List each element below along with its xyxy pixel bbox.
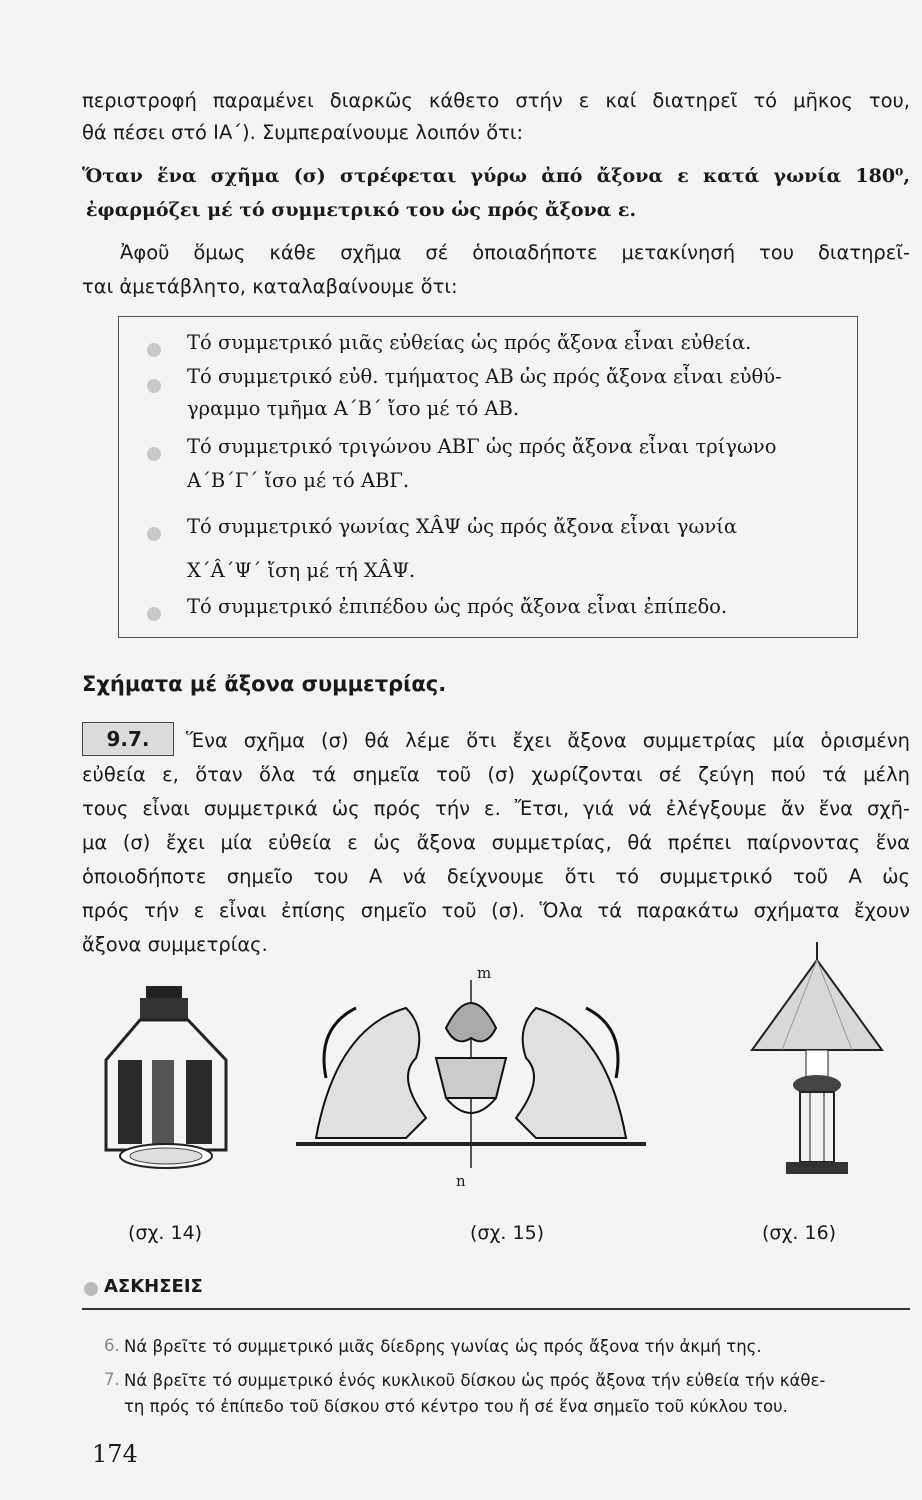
section-heading: Σχήματα μέ ἄξονα συμμετρίας. bbox=[82, 672, 447, 696]
property-line: Τό συμμετρικό ἐπιπέδου ὡς πρός ἄξονα εἶναι ἐπίπεδο. bbox=[187, 595, 728, 618]
caption-fig-16: (σχ. 16) bbox=[762, 1222, 837, 1244]
exercise-text: Νά βρεῖτε τό συμμετρικό ἑνός κυκλικοῦ δίσκου ὡς πρός ἄξονα τήν εὐθεία τήν κάθε- bbox=[124, 1371, 826, 1390]
exercise-text: Νά βρεῖτε τό συμμετρικό μιᾶς δίεδρης γωνίας ὡς πρός ἄξονα τήν ἀκμή της. bbox=[124, 1337, 762, 1356]
intro-line-2: θά πέσει στό ΙΑ΄). Συμπεραίνουμε λοιπόν ὅτι: bbox=[82, 121, 524, 144]
figure-14-illustration bbox=[96, 980, 236, 1180]
property-line: Τό συμμετρικό τριγώνου ΑΒΓ ὡς πρός ἄξονα εἶναι τρίγωνο bbox=[187, 435, 777, 458]
section-number: 9.7. bbox=[82, 722, 174, 756]
para2-line-1: Ἀφοῦ ὅμως κάθε σχῆμα σέ ὁποιαδήποτε μετακίνησή του διατηρεῖ- bbox=[120, 241, 910, 264]
theorem-line-1: Ὅταν ἕνα σχῆμα (σ) στρέφεται γύρω ἀπό ἄξονα ε κατά γωνία 180⁰, bbox=[82, 165, 910, 187]
bullet-dot bbox=[147, 527, 161, 541]
axis-label-m: m bbox=[477, 964, 492, 982]
exercises-heading: ΑΣΚΗΣΕΙΣ bbox=[104, 1276, 203, 1297]
page-number: 174 bbox=[92, 1440, 138, 1468]
section-line-5: ὁποιοδήποτε σημεῖο του Α νά δείχνουμε ὅτι τό συμμετρικό τοῦ Α ὡς bbox=[82, 865, 910, 888]
para2-line-2: ται ἀμετάβλητο, καταλαβαίνουμε ὅτι: bbox=[82, 275, 458, 298]
theorem-line-2: ἐφαρμόζει μέ τό συμμετρικό του ὡς πρός ἄξονα ε. bbox=[86, 199, 637, 221]
bullet-dot bbox=[147, 379, 161, 393]
bullet-dot bbox=[147, 343, 161, 357]
figure-16-illustration bbox=[742, 940, 892, 1190]
section-line-4: μα (σ) ἔχει μία εὐθεία ε ὡς ἄξονα συμμετρίας, θά πρέπει παίρνοντας ἕνα bbox=[82, 831, 910, 854]
intro-line-1: περιστροφή παραμένει διαρκῶς κάθετο στήν ε καί διατηρεῖ τό μῆκος του, bbox=[82, 89, 910, 112]
section-line-7: ἄξονα συμμετρίας. bbox=[82, 933, 268, 956]
bullet-dot bbox=[147, 607, 161, 621]
property-line: Χ΄Â΄Ψ΄ ἴση μέ τή ΧÂΨ. bbox=[187, 559, 416, 582]
section-line-2: εὐθεία ε, ὅταν ὅλα τά σημεῖα τοῦ (σ) χωρίζονται σέ ζεύγη πού τά μέλη bbox=[82, 763, 910, 786]
property-line: Τό συμμετρικό μιᾶς εὐθείας ὡς πρός ἄξονα εἶναι εὐθεία. bbox=[187, 331, 752, 354]
section-line-3: τους εἶναι συμμετρικά ὡς πρός τήν ε. Ἔτσι, γιά νά ἐλέγξουμε ἄν ἕνα σχῆ- bbox=[82, 797, 910, 820]
exercise-number: 7. bbox=[104, 1370, 120, 1389]
exercises-rule bbox=[82, 1308, 910, 1310]
property-line: Τό συμμετρικό γωνίας ΧÂΨ ὡς πρός ἄξονα εἶναι γωνία bbox=[187, 515, 738, 538]
property-line: Τό συμμετρικό εὐθ. τμήματος ΑΒ ὡς πρός ἄξονα εἶναι εὐθύ- bbox=[187, 365, 782, 388]
property-line: Α΄Β΄Γ΄ ἴσο μέ τό ΑΒΓ. bbox=[187, 469, 410, 492]
section-line-6: πρός τήν ε εἶναι ἐπίσης σημεῖο τοῦ (σ). Ὅλα τά παρακάτω σχήματα ἔχουν bbox=[82, 899, 910, 922]
figure-15-illustration bbox=[296, 968, 646, 1178]
caption-fig-15: (σχ. 15) bbox=[470, 1222, 545, 1244]
bullet-dot bbox=[147, 447, 161, 461]
exercises-bullet bbox=[84, 1282, 98, 1296]
properties-box bbox=[118, 316, 858, 638]
exercise-text: τη πρός τό ἐπίπεδο τοῦ δίσκου στό κέντρο του ἤ σέ ἕνα σημεῖο τοῦ κύκλου του. bbox=[124, 1397, 788, 1416]
caption-fig-14: (σχ. 14) bbox=[128, 1222, 203, 1244]
property-line: γραμμο τμῆμα Α΄Β΄ ἴσο μέ τό ΑΒ. bbox=[187, 397, 520, 420]
axis-label-n: n bbox=[456, 1172, 466, 1190]
section-line-1: Ἕνα σχῆμα (σ) θά λέμε ὅτι ἔχει ἄξονα συμμετρίας μία ὁρισμένη bbox=[186, 729, 910, 752]
exercise-number: 6. bbox=[104, 1336, 120, 1355]
